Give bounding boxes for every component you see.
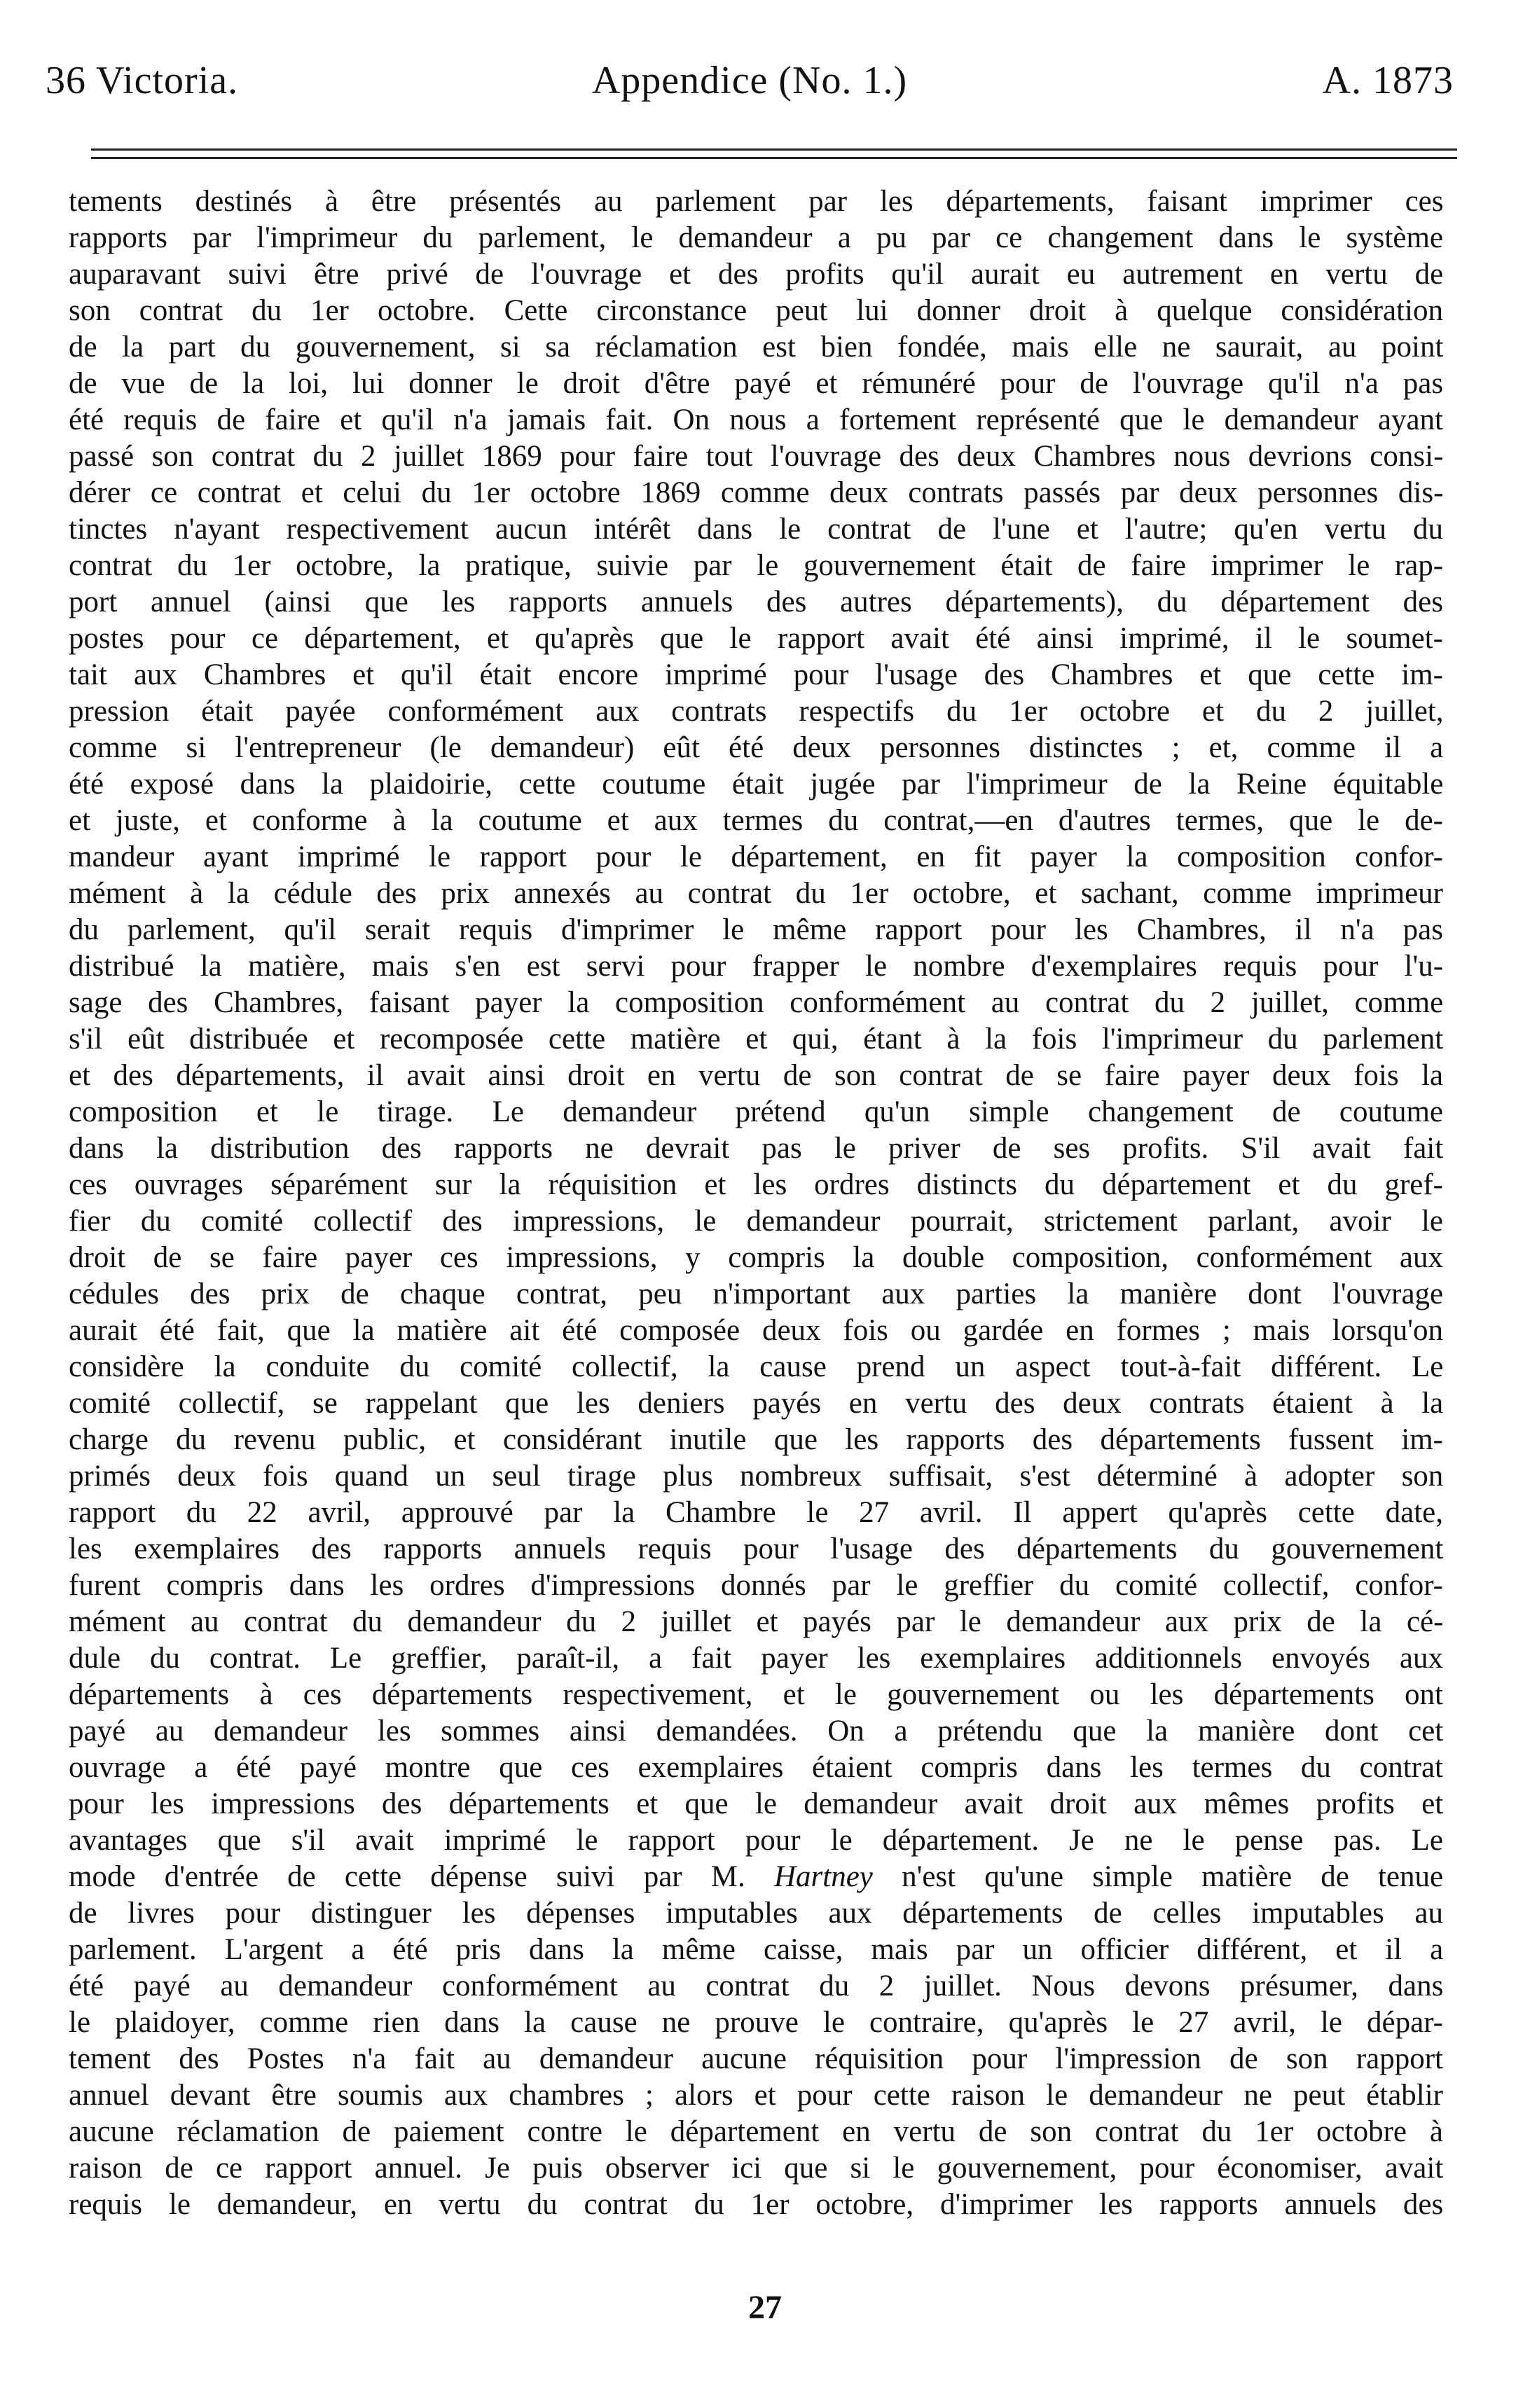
body-line: avantages que s'il avait imprimé le rapport pour le département. Je ne le pense pas. Le	[69, 1824, 1443, 1857]
body-line: port annuel (ainsi que les rapports annuels des autres départements), du département des	[69, 586, 1443, 618]
body-line: de livres pour distinguer les dépenses imputables aux départements de celles imputables au	[69, 1897, 1443, 1930]
body-line: du parlement, qu'il serait requis d'imprimer le même rapport pour les Chambres, il n'a pas	[69, 913, 1443, 946]
body-line: mément à la cédule des prix annexés au contrat du 1er octobre, et sachant, comme imprimeur	[69, 877, 1443, 910]
body-line: annuel devant être soumis aux chambres ; alors et pour cette raison le demandeur ne peut établir	[69, 2079, 1443, 2112]
body-line: raison de ce rapport annuel. Je puis observer ici que si le gouvernement, pour économiser, avait	[69, 2152, 1443, 2185]
body-line: aucune réclamation de paiement contre le département en vertu de son contrat du 1er octobre à	[69, 2115, 1443, 2148]
body-line: rapports par l'imprimeur du parlement, le demandeur a pu par ce changement dans le système	[69, 221, 1443, 254]
body-line: été payé au demandeur conformément au contrat du 2 juillet. Nous devons présumer, dans	[69, 1970, 1443, 2002]
body-line: rapport du 22 avril, approuvé par la Chambre le 27 avril. Il appert qu'après cette date,	[69, 1496, 1443, 1529]
header-session: 36 Victoria.	[46, 59, 239, 102]
body-line: mément au contrat du demandeur du 2 juillet et payés par le demandeur aux prix de la cé-	[69, 1605, 1443, 1638]
header-appendix: Appendice (No. 1.)	[591, 59, 908, 102]
header-rule-top	[91, 148, 1457, 151]
body-line: comité collectif, se rappelant que les deniers payés en vertu des deux contrats étaient à la	[69, 1387, 1443, 1420]
body-line: dans la distribution des rapports ne devrait pas le priver de ses profits. S'il avait fait	[69, 1132, 1443, 1165]
body-line: parlement. L'argent a été pris dans la même caisse, mais par un officier différent, et il a	[69, 1933, 1443, 1966]
body-text	[69, 184, 1443, 2223]
body-line: pression était payée conformément aux contrats respectifs du 1er octobre et du 2 juillet,	[69, 695, 1443, 728]
body-line: départements à ces départements respectivement, et le gouvernement ou les départements ont	[69, 1678, 1443, 1711]
body-line: auparavant suivi être privé de l'ouvrage et des profits qu'il aurait eu autrement en vertu de	[69, 258, 1443, 291]
body-line: composition et le tirage. Le demandeur prétend qu'un simple changement de coutume	[69, 1095, 1443, 1128]
body-line: requis le demandeur, en vertu du contrat du 1er octobre, d'imprimer les rapports annuels des	[69, 2188, 1443, 2221]
body-line: ces ouvrages séparément sur la réquisition et les ordres distincts du département et du gref-	[69, 1168, 1443, 1201]
page-number: 27	[748, 2289, 782, 2326]
body-line: été exposé dans la plaidoirie, cette coutume était jugée par l'imprimeur de la Reine équitable	[69, 768, 1443, 801]
body-line: aurait été fait, que la matière ait été composée deux fois ou gardée en formes ; mais lorsqu'on	[69, 1314, 1443, 1347]
header-year: A. 1873	[1322, 59, 1454, 102]
body-line: dule du contrat. Le greffier, paraît-il, a fait payer les exemplaires additionnels envoyés aux	[69, 1642, 1443, 1675]
body-line: postes pour ce département, et qu'après que le rapport avait été ainsi imprimé, il le soumet-	[69, 622, 1443, 655]
body-line: passé son contrat du 2 juillet 1869 pour faire tout l'ouvrage des deux Chambres nous devrions consi-	[69, 440, 1443, 473]
body-line: primés deux fois quand un seul tirage plus nombreux suffisait, s'est déterminé à adopter son	[69, 1460, 1443, 1493]
running-header	[46, 49, 1454, 112]
header-rule-bottom	[91, 157, 1457, 159]
person-name: Hartney	[773, 1860, 873, 1893]
body-line: payé au demandeur les sommes ainsi demandées. On a prétendu que la manière dont cet	[69, 1715, 1443, 1748]
body-line: s'il eût distribuée et recomposée cette matière et qui, étant à la fois l'imprimeur du parlement	[69, 1023, 1443, 1056]
body-line: et juste, et conforme à la coutume et aux termes du contrat,—en d'autres termes, que le de-	[69, 804, 1443, 837]
body-line: tinctes n'ayant respectivement aucun intérêt dans le contrat de l'une et l'autre; qu'en vertu du	[69, 513, 1443, 546]
body-line: tait aux Chambres et qu'il était encore imprimé pour l'usage des Chambres et que cette im-	[69, 658, 1443, 691]
body-line: sage des Chambres, faisant payer la composition conformément au contrat du 2 juillet, comme	[69, 986, 1443, 1019]
body-line: droit de se faire payer ces impressions, y compris la double composition, conformément aux	[69, 1241, 1443, 1274]
body-line: tement des Postes n'a fait au demandeur aucune réquisition pour l'impression de son rapport	[69, 2042, 1443, 2075]
body-line: son contrat du 1er octobre. Cette circonstance peut lui donner droit à quelque considération	[69, 294, 1443, 327]
body-line: furent compris dans les ordres d'impressions donnés par le greffier du comité collectif, confor-	[69, 1569, 1443, 1602]
body-line: cédules des prix de chaque contrat, peu n'important aux parties la manière dont l'ouvrage	[69, 1278, 1443, 1310]
body-line: comme si l'entrepreneur (le demandeur) eût été deux personnes distinctes ; et, comme il a	[69, 731, 1443, 764]
body-line: ouvrage a été payé montre que ces exemplaires étaient compris dans les termes du contrat	[69, 1751, 1443, 1784]
body-line: de vue de la loi, lui donner le droit d'être payé et rémunéré pour de l'ouvrage qu'il n'a pas	[69, 367, 1443, 400]
body-line: mandeur ayant imprimé le rapport pour le département, en fit payer la composition confor-	[69, 840, 1443, 873]
body-line: les exemplaires des rapports annuels requis pour l'usage des départements du gouvernement	[69, 1532, 1443, 1565]
body-line: distribué la matière, mais s'en est servi pour frapper le nombre d'exemplaires requis pour l'u-	[69, 950, 1443, 983]
body-line: fier du comité collectif des impressions, le demandeur pourrait, strictement parlant, avoir le	[69, 1205, 1443, 1238]
body-line: charge du revenu public, et considérant inutile que les rapports des départements fussent im-	[69, 1423, 1443, 1456]
body-line: tements destinés à être présentés au parlement par les départements, faisant imprimer ces	[69, 185, 1443, 218]
body-line: pour les impressions des départements et que le demandeur avait droit aux mêmes profits et	[69, 1787, 1443, 1820]
body-line: mode d'entrée de cette dépense suivi par M. Hartney n'est qu'une simple matière de tenue	[69, 1860, 1443, 1893]
body-line: et des départements, il avait ainsi droit en vertu de son contrat de se faire payer deux fois la	[69, 1059, 1443, 1092]
body-line: été requis de faire et qu'il n'a jamais fait. On nous a fortement représenté que le demandeur ayant	[69, 403, 1443, 436]
body-line: dérer ce contrat et celui du 1er octobre 1869 comme deux contrats passés par deux personnes dis-	[69, 476, 1443, 509]
body-line: considère la conduite du comité collectif, la cause prend un aspect tout-à-fait différent. Le	[69, 1350, 1443, 1383]
body-line: de la part du gouvernement, si sa réclamation est bien fondée, mais elle ne saurait, au point	[69, 331, 1443, 364]
body-line: le plaidoyer, comme rien dans la cause ne prouve le contraire, qu'après le 27 avril, le dépar-	[69, 2006, 1443, 2039]
body-line: contrat du 1er octobre, la pratique, suivie par le gouvernement était de faire imprimer le rap-	[69, 549, 1443, 582]
